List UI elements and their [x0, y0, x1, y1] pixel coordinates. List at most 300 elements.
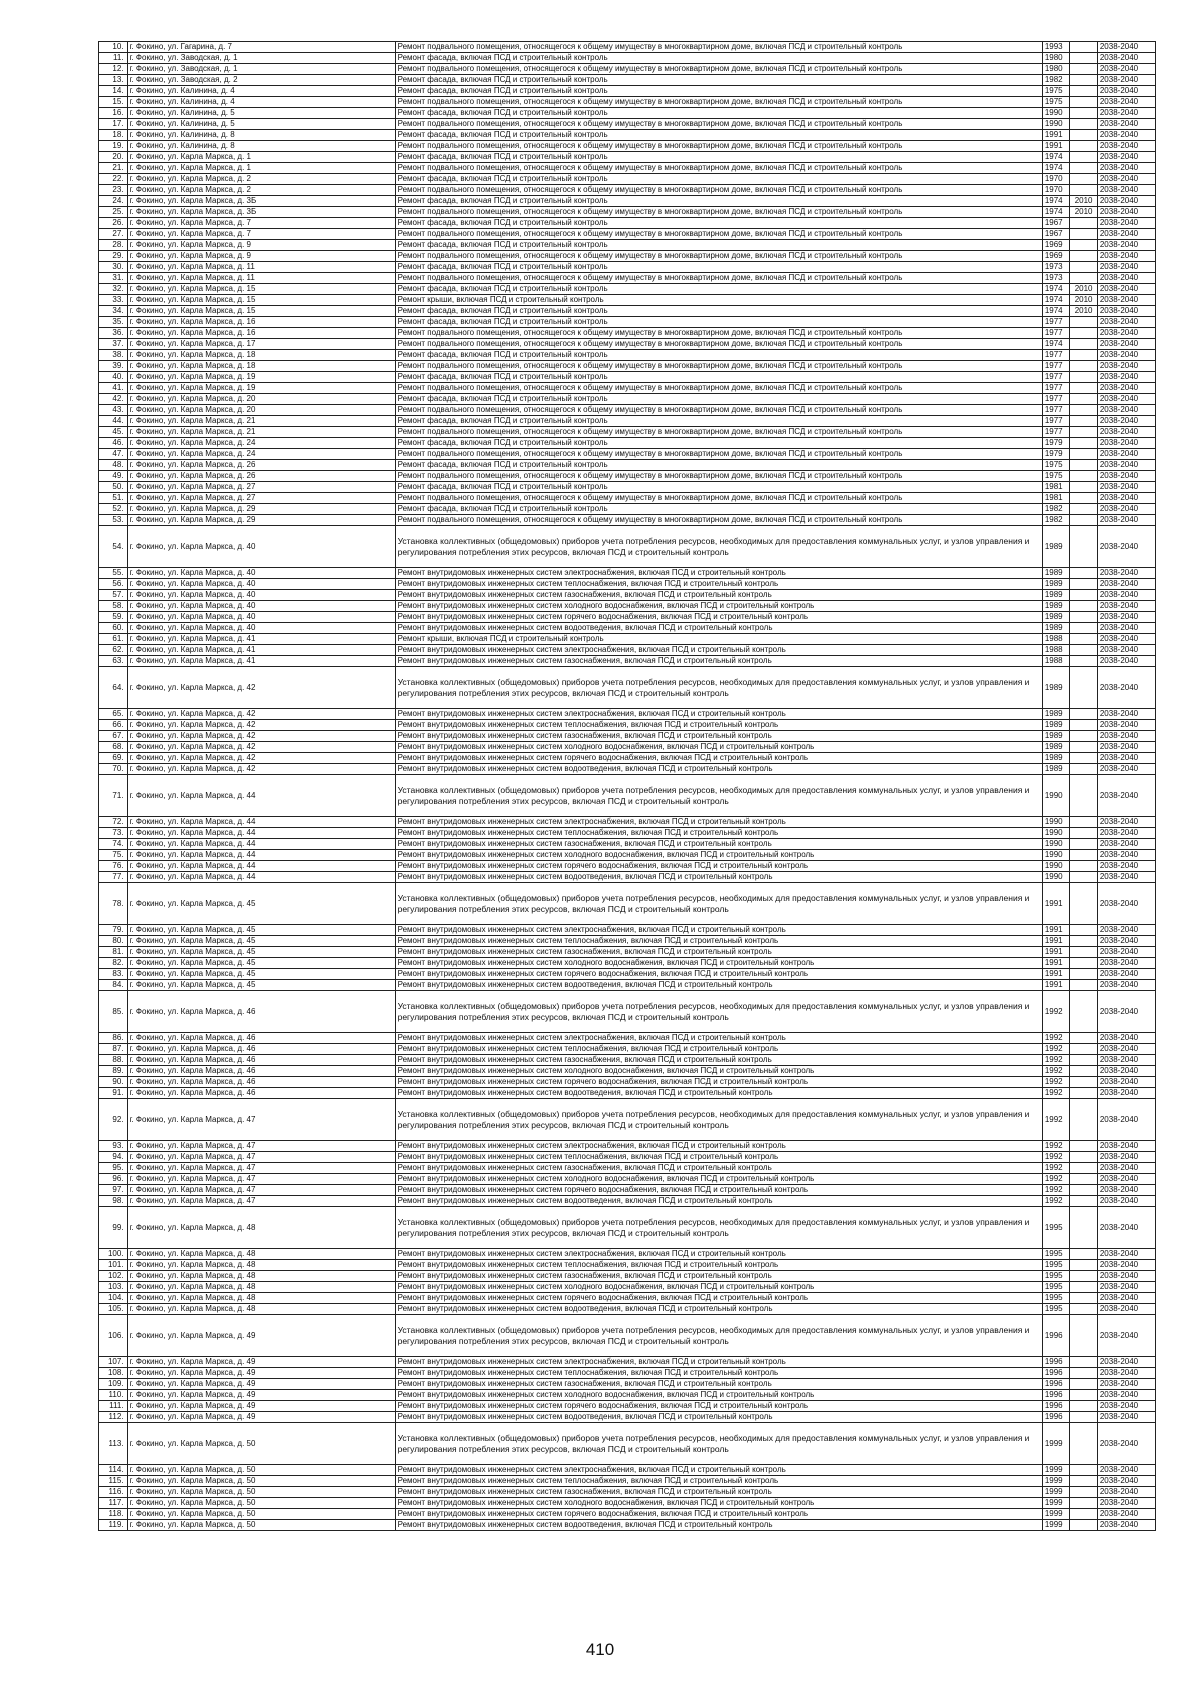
table-row	[99, 438, 1156, 449]
row-work-type: Ремонт фасада, включая ПСД и строительный контроль	[395, 460, 1042, 471]
row-build-year: 1989	[1042, 612, 1070, 623]
row-planned-period: 2038-2040	[1097, 141, 1155, 152]
row-last-repair-year	[1070, 731, 1098, 742]
table-row	[99, 1163, 1156, 1174]
table-row	[99, 262, 1156, 273]
row-build-year: 1975	[1042, 471, 1070, 482]
row-address: г. Фокино, ул. Карла Маркса, д. 29	[127, 504, 395, 515]
table-row	[99, 1412, 1156, 1423]
row-last-repair-year	[1070, 317, 1098, 328]
row-number: 57.	[99, 590, 128, 601]
row-address: г. Фокино, ул. Карла Маркса, д. 9	[127, 240, 395, 251]
row-address: г. Фокино, ул. Карла Маркса, д. 44	[127, 872, 395, 883]
row-planned-period: 2038-2040	[1097, 405, 1155, 416]
row-number: 38.	[99, 350, 128, 361]
row-work-type: Ремонт фасада, включая ПСД и строительный контроль	[395, 53, 1042, 64]
row-number: 115.	[99, 1476, 128, 1487]
row-build-year: 1981	[1042, 482, 1070, 493]
row-address: г. Фокино, ул. Карла Маркса, д. 48	[127, 1304, 395, 1315]
table-row	[99, 656, 1156, 667]
table-row	[99, 350, 1156, 361]
row-work-type: Ремонт внутридомовых инженерных систем горячего водоснабжения, включая ПСД и строительный контроль	[395, 1401, 1042, 1412]
row-number: 56.	[99, 579, 128, 590]
table-row	[99, 493, 1156, 504]
row-work-type: Ремонт внутридомовых инженерных систем электроснабжения, включая ПСД и строительный контроль	[395, 817, 1042, 828]
table-row	[99, 1077, 1156, 1088]
row-address: г. Фокино, ул. Карла Маркса, д. 24	[127, 438, 395, 449]
row-work-type: Ремонт внутридомовых инженерных систем холодного водоснабжения, включая ПСД и строительный контроль	[395, 601, 1042, 612]
row-last-repair-year	[1070, 817, 1098, 828]
row-planned-period: 2038-2040	[1097, 53, 1155, 64]
row-planned-period: 2038-2040	[1097, 1055, 1155, 1066]
row-planned-period: 2038-2040	[1097, 601, 1155, 612]
row-planned-period: 2038-2040	[1097, 1185, 1155, 1196]
row-planned-period: 2038-2040	[1097, 1033, 1155, 1044]
row-last-repair-year	[1070, 1099, 1098, 1141]
row-number: 117.	[99, 1498, 128, 1509]
row-work-type: Установка коллективных (общедомовых) приборов учета потребления ресурсов, необходимых для предоставления коммунальных услуг, и узлов управления и регулирования потребления этих ресурсов, включая ПСД и строительный контроль	[395, 526, 1042, 568]
row-work-type: Ремонт внутридомовых инженерных систем электроснабжения, включая ПСД и строительный контроль	[395, 709, 1042, 720]
row-last-repair-year	[1070, 742, 1098, 753]
row-planned-period: 2038-2040	[1097, 196, 1155, 207]
row-planned-period: 2038-2040	[1097, 284, 1155, 295]
row-build-year: 1977	[1042, 361, 1070, 372]
row-work-type: Ремонт фасада, включая ПСД и строительный контроль	[395, 108, 1042, 119]
row-build-year: 1992	[1042, 1066, 1070, 1077]
table-row	[99, 1271, 1156, 1282]
row-number: 24.	[99, 196, 128, 207]
row-build-year: 1974	[1042, 339, 1070, 350]
row-work-type: Ремонт внутридомовых инженерных систем теплоснабжения, включая ПСД и строительный контроль	[395, 720, 1042, 731]
row-planned-period: 2038-2040	[1097, 656, 1155, 667]
row-work-type: Ремонт внутридомовых инженерных систем горячего водоснабжения, включая ПСД и строительный контроль	[395, 1293, 1042, 1304]
row-address: г. Фокино, ул. Карла Маркса, д. 1	[127, 152, 395, 163]
row-last-repair-year	[1070, 1055, 1098, 1066]
table-row	[99, 828, 1156, 839]
row-build-year: 1974	[1042, 196, 1070, 207]
row-last-repair-year	[1070, 872, 1098, 883]
row-address: г. Фокино, ул. Заводская, д. 2	[127, 75, 395, 86]
row-address: г. Фокино, ул. Карла Маркса, д. 41	[127, 645, 395, 656]
row-last-repair-year	[1070, 504, 1098, 515]
row-address: г. Фокино, ул. Карла Маркса, д. 49	[127, 1412, 395, 1423]
row-number: 59.	[99, 612, 128, 623]
row-last-repair-year	[1070, 218, 1098, 229]
row-number: 29.	[99, 251, 128, 262]
row-last-repair-year	[1070, 1390, 1098, 1401]
table-row	[99, 1033, 1156, 1044]
row-last-repair-year	[1070, 709, 1098, 720]
row-work-type: Ремонт внутридомовых инженерных систем горячего водоснабжения, включая ПСД и строительный контроль	[395, 1185, 1042, 1196]
row-planned-period: 2038-2040	[1097, 1249, 1155, 1260]
row-address: г. Фокино, ул. Карла Маркса, д. 44	[127, 850, 395, 861]
row-number: 84.	[99, 980, 128, 991]
row-last-repair-year	[1070, 1088, 1098, 1099]
table-row	[99, 504, 1156, 515]
table-row	[99, 482, 1156, 493]
row-address: г. Фокино, ул. Карла Маркса, д. 45	[127, 925, 395, 936]
table-row	[99, 1152, 1156, 1163]
row-number: 96.	[99, 1174, 128, 1185]
row-work-type: Ремонт внутридомовых инженерных систем теплоснабжения, включая ПСД и строительный контроль	[395, 1152, 1042, 1163]
row-last-repair-year	[1070, 97, 1098, 108]
row-work-type: Ремонт фасада, включая ПСД и строительный контроль	[395, 196, 1042, 207]
row-work-type: Ремонт подвального помещения, относящегося к общему имуществу в многоквартирном доме, включая ПСД и строительный контроль	[395, 119, 1042, 130]
row-work-type: Ремонт подвального помещения, относящегося к общему имуществу в многоквартирном доме, включая ПСД и строительный контроль	[395, 449, 1042, 460]
row-number: 74.	[99, 839, 128, 850]
table-row	[99, 1293, 1156, 1304]
row-work-type: Ремонт подвального помещения, относящегося к общему имуществу в многоквартирном доме, включая ПСД и строительный контроль	[395, 361, 1042, 372]
row-work-type: Ремонт внутридомовых инженерных систем электроснабжения, включая ПСД и строительный контроль	[395, 1249, 1042, 1260]
row-address: г. Фокино, ул. Карла Маркса, д. 46	[127, 1077, 395, 1088]
row-work-type: Установка коллективных (общедомовых) приборов учета потребления ресурсов, необходимых для предоставления коммунальных услуг, и узлов управления и регулирования потребления этих ресурсов, включая ПСД и строительный контроль	[395, 1099, 1042, 1141]
row-work-type: Ремонт подвального помещения, относящегося к общему имуществу в многоквартирном доме, включая ПСД и строительный контроль	[395, 427, 1042, 438]
row-work-type: Ремонт внутридомовых инженерных систем холодного водоснабжения, включая ПСД и строительный контроль	[395, 958, 1042, 969]
row-build-year: 1990	[1042, 850, 1070, 861]
row-planned-period: 2038-2040	[1097, 1174, 1155, 1185]
row-planned-period: 2038-2040	[1097, 1207, 1155, 1249]
row-build-year: 1973	[1042, 262, 1070, 273]
row-last-repair-year	[1070, 1509, 1098, 1520]
row-number: 83.	[99, 969, 128, 980]
table-row	[99, 306, 1156, 317]
row-number: 101.	[99, 1260, 128, 1271]
table-row	[99, 775, 1156, 817]
table-row	[99, 152, 1156, 163]
row-number: 119.	[99, 1520, 128, 1531]
row-number: 55.	[99, 568, 128, 579]
row-address: г. Фокино, ул. Карла Маркса, д. 48	[127, 1207, 395, 1249]
row-address: г. Фокино, ул. Карла Маркса, д. 49	[127, 1315, 395, 1357]
row-number: 99.	[99, 1207, 128, 1249]
row-work-type: Ремонт внутридомовых инженерных систем горячего водоснабжения, включая ПСД и строительный контроль	[395, 753, 1042, 764]
table-row	[99, 240, 1156, 251]
row-number: 52.	[99, 504, 128, 515]
row-build-year: 1990	[1042, 775, 1070, 817]
row-build-year: 1974	[1042, 163, 1070, 174]
row-work-type: Ремонт внутридомовых инженерных систем электроснабжения, включая ПСД и строительный контроль	[395, 925, 1042, 936]
table-row	[99, 229, 1156, 240]
row-work-type: Ремонт внутридомовых инженерных систем холодного водоснабжения, включая ПСД и строительный контроль	[395, 1282, 1042, 1293]
row-work-type: Ремонт фасада, включая ПСД и строительный контроль	[395, 438, 1042, 449]
row-address: г. Фокино, ул. Карла Маркса, д. 47	[127, 1099, 395, 1141]
row-build-year: 1977	[1042, 427, 1070, 438]
row-address: г. Фокино, ул. Карла Маркса, д. 42	[127, 709, 395, 720]
row-planned-period: 2038-2040	[1097, 328, 1155, 339]
row-address: г. Фокино, ул. Карла Маркса, д. 21	[127, 427, 395, 438]
row-last-repair-year	[1070, 936, 1098, 947]
row-number: 75.	[99, 850, 128, 861]
row-build-year: 1977	[1042, 394, 1070, 405]
row-last-repair-year	[1070, 883, 1098, 925]
row-address: г. Фокино, ул. Карла Маркса, д. 40	[127, 568, 395, 579]
row-planned-period: 2038-2040	[1097, 623, 1155, 634]
row-number: 66.	[99, 720, 128, 731]
table-row	[99, 667, 1156, 709]
row-planned-period: 2038-2040	[1097, 828, 1155, 839]
row-work-type: Установка коллективных (общедомовых) приборов учета потребления ресурсов, необходимых для предоставления коммунальных услуг, и узлов управления и регулирования потребления этих ресурсов, включая ПСД и строительный контроль	[395, 1207, 1042, 1249]
row-number: 114.	[99, 1465, 128, 1476]
table-row	[99, 75, 1156, 86]
row-planned-period: 2038-2040	[1097, 449, 1155, 460]
row-planned-period: 2038-2040	[1097, 251, 1155, 262]
row-build-year: 1991	[1042, 130, 1070, 141]
table-row	[99, 185, 1156, 196]
row-build-year: 1977	[1042, 405, 1070, 416]
table-row	[99, 372, 1156, 383]
row-planned-period: 2038-2040	[1097, 1357, 1155, 1368]
row-planned-period: 2038-2040	[1097, 947, 1155, 958]
table-row	[99, 753, 1156, 764]
row-address: г. Фокино, ул. Карла Маркса, д. 40	[127, 526, 395, 568]
row-address: г. Фокино, ул. Карла Маркса, д. 46	[127, 991, 395, 1033]
row-work-type: Ремонт внутридомовых инженерных систем теплоснабжения, включая ПСД и строительный контроль	[395, 1044, 1042, 1055]
row-last-repair-year	[1070, 667, 1098, 709]
row-work-type: Ремонт подвального помещения, относящегося к общему имуществу в многоквартирном доме, включая ПСД и строительный контроль	[395, 515, 1042, 526]
row-work-type: Ремонт внутридомовых инженерных систем электроснабжения, включая ПСД и строительный контроль	[395, 568, 1042, 579]
row-number: 35.	[99, 317, 128, 328]
row-work-type: Ремонт подвального помещения, относящегося к общему имуществу в многоквартирном доме, включая ПСД и строительный контроль	[395, 64, 1042, 75]
row-number: 72.	[99, 817, 128, 828]
row-last-repair-year	[1070, 1033, 1098, 1044]
row-planned-period: 2038-2040	[1097, 1099, 1155, 1141]
row-last-repair-year	[1070, 240, 1098, 251]
row-last-repair-year	[1070, 601, 1098, 612]
row-work-type: Ремонт фасада, включая ПСД и строительный контроль	[395, 75, 1042, 86]
row-work-type: Установка коллективных (общедомовых) приборов учета потребления ресурсов, необходимых для предоставления коммунальных услуг, и узлов управления и регулирования потребления этих ресурсов, включая ПСД и строительный контроль	[395, 667, 1042, 709]
row-work-type: Ремонт внутридомовых инженерных систем газоснабжения, включая ПСД и строительный контроль	[395, 1163, 1042, 1174]
table-row	[99, 1066, 1156, 1077]
row-last-repair-year	[1070, 515, 1098, 526]
row-address: г. Фокино, ул. Калинина, д. 8	[127, 130, 395, 141]
row-last-repair-year	[1070, 163, 1098, 174]
row-planned-period: 2038-2040	[1097, 97, 1155, 108]
row-planned-period: 2038-2040	[1097, 1498, 1155, 1509]
row-build-year: 1977	[1042, 317, 1070, 328]
row-number: 13.	[99, 75, 128, 86]
row-number: 39.	[99, 361, 128, 372]
row-number: 31.	[99, 273, 128, 284]
row-build-year: 1977	[1042, 350, 1070, 361]
table-row	[99, 1379, 1156, 1390]
row-planned-period: 2038-2040	[1097, 731, 1155, 742]
row-planned-period: 2038-2040	[1097, 817, 1155, 828]
row-last-repair-year	[1070, 828, 1098, 839]
row-address: г. Фокино, ул. Карла Маркса, д. 50	[127, 1476, 395, 1487]
row-address: г. Фокино, ул. Карла Маркса, д. 3Б	[127, 196, 395, 207]
table-row	[99, 394, 1156, 405]
row-last-repair-year	[1070, 775, 1098, 817]
row-last-repair-year	[1070, 1185, 1098, 1196]
row-address: г. Фокино, ул. Карла Маркса, д. 45	[127, 958, 395, 969]
row-build-year: 1996	[1042, 1357, 1070, 1368]
row-last-repair-year	[1070, 861, 1098, 872]
row-number: 26.	[99, 218, 128, 229]
row-build-year: 1989	[1042, 590, 1070, 601]
row-work-type: Ремонт подвального помещения, относящегося к общему имуществу в многоквартирном доме, включая ПСД и строительный контроль	[395, 328, 1042, 339]
row-address: г. Фокино, ул. Карла Маркса, д. 46	[127, 1033, 395, 1044]
row-build-year: 1992	[1042, 1185, 1070, 1196]
row-last-repair-year	[1070, 262, 1098, 273]
table-row	[99, 980, 1156, 991]
row-build-year: 1988	[1042, 634, 1070, 645]
row-last-repair-year	[1070, 1476, 1098, 1487]
table-row	[99, 742, 1156, 753]
row-build-year: 1989	[1042, 526, 1070, 568]
row-last-repair-year	[1070, 471, 1098, 482]
row-number: 90.	[99, 1077, 128, 1088]
row-number: 116.	[99, 1487, 128, 1498]
row-build-year: 1991	[1042, 141, 1070, 152]
row-address: г. Фокино, ул. Карла Маркса, д. 3Б	[127, 207, 395, 218]
row-planned-period: 2038-2040	[1097, 262, 1155, 273]
row-number: 60.	[99, 623, 128, 634]
row-work-type: Ремонт фасада, включая ПСД и строительный контроль	[395, 306, 1042, 317]
row-last-repair-year	[1070, 1196, 1098, 1207]
row-last-repair-year	[1070, 764, 1098, 775]
row-planned-period: 2038-2040	[1097, 1401, 1155, 1412]
row-last-repair-year	[1070, 1423, 1098, 1465]
table-row	[99, 1044, 1156, 1055]
table-row	[99, 601, 1156, 612]
row-number: 34.	[99, 306, 128, 317]
row-address: г. Фокино, ул. Карла Маркса, д. 50	[127, 1465, 395, 1476]
row-work-type: Ремонт внутридомовых инженерных систем теплоснабжения, включая ПСД и строительный контроль	[395, 1260, 1042, 1271]
row-planned-period: 2038-2040	[1097, 991, 1155, 1033]
row-address: г. Фокино, ул. Карла Маркса, д. 44	[127, 775, 395, 817]
row-last-repair-year	[1070, 1401, 1098, 1412]
row-address: г. Фокино, ул. Карла Маркса, д. 46	[127, 1066, 395, 1077]
table-row	[99, 1390, 1156, 1401]
row-number: 108.	[99, 1368, 128, 1379]
row-address: г. Фокино, ул. Карла Маркса, д. 40	[127, 612, 395, 623]
row-build-year: 1990	[1042, 872, 1070, 883]
table-row	[99, 991, 1156, 1033]
row-last-repair-year	[1070, 350, 1098, 361]
row-planned-period: 2038-2040	[1097, 240, 1155, 251]
row-build-year: 1988	[1042, 645, 1070, 656]
row-last-repair-year	[1070, 991, 1098, 1033]
row-planned-period: 2038-2040	[1097, 579, 1155, 590]
row-planned-period: 2038-2040	[1097, 218, 1155, 229]
repair-schedule-table	[98, 41, 1156, 1531]
row-planned-period: 2038-2040	[1097, 75, 1155, 86]
row-last-repair-year	[1070, 1271, 1098, 1282]
row-planned-period: 2038-2040	[1097, 306, 1155, 317]
row-work-type: Ремонт подвального помещения, относящегося к общему имуществу в многоквартирном доме, включая ПСД и строительный контроль	[395, 383, 1042, 394]
table-row	[99, 405, 1156, 416]
row-last-repair-year	[1070, 1163, 1098, 1174]
row-number: 36.	[99, 328, 128, 339]
row-last-repair-year	[1070, 645, 1098, 656]
table-row	[99, 861, 1156, 872]
row-work-type: Ремонт подвального помещения, относящегося к общему имуществу в многоквартирном доме, включая ПСД и строительный контроль	[395, 405, 1042, 416]
row-build-year: 1990	[1042, 839, 1070, 850]
row-planned-period: 2038-2040	[1097, 1293, 1155, 1304]
row-last-repair-year	[1070, 1357, 1098, 1368]
row-work-type: Ремонт внутридомовых инженерных систем водоотведения, включая ПСД и строительный контроль	[395, 1520, 1042, 1531]
row-work-type: Ремонт подвального помещения, относящегося к общему имуществу в многоквартирном доме, включая ПСД и строительный контроль	[395, 207, 1042, 218]
row-work-type: Ремонт подвального помещения, относящегося к общему имуществу в многоквартирном доме, включая ПСД и строительный контроль	[395, 185, 1042, 196]
row-work-type: Ремонт внутридомовых инженерных систем газоснабжения, включая ПСД и строительный контроль	[395, 1271, 1042, 1282]
table-row	[99, 1260, 1156, 1271]
row-number: 22.	[99, 174, 128, 185]
row-number: 103.	[99, 1282, 128, 1293]
row-work-type: Ремонт внутридомовых инженерных систем горячего водоснабжения, включая ПСД и строительный контроль	[395, 1509, 1042, 1520]
row-last-repair-year	[1070, 1066, 1098, 1077]
row-last-repair-year	[1070, 1379, 1098, 1390]
row-number: 16.	[99, 108, 128, 119]
row-work-type: Ремонт внутридомовых инженерных систем водоотведения, включая ПСД и строительный контроль	[395, 1304, 1042, 1315]
row-number: 77.	[99, 872, 128, 883]
row-number: 110.	[99, 1390, 128, 1401]
row-planned-period: 2038-2040	[1097, 515, 1155, 526]
row-address: г. Фокино, ул. Карла Маркса, д. 48	[127, 1249, 395, 1260]
row-number: 82.	[99, 958, 128, 969]
table-row	[99, 119, 1156, 130]
row-work-type: Ремонт внутридомовых инженерных систем горячего водоснабжения, включая ПСД и строительный контроль	[395, 861, 1042, 872]
row-build-year: 1975	[1042, 97, 1070, 108]
row-work-type: Ремонт подвального помещения, относящегося к общему имуществу в многоквартирном доме, включая ПСД и строительный контроль	[395, 339, 1042, 350]
row-last-repair-year	[1070, 925, 1098, 936]
row-planned-period: 2038-2040	[1097, 1476, 1155, 1487]
row-planned-period: 2038-2040	[1097, 1412, 1155, 1423]
row-planned-period: 2038-2040	[1097, 764, 1155, 775]
row-build-year: 1974	[1042, 152, 1070, 163]
row-planned-period: 2038-2040	[1097, 504, 1155, 515]
row-planned-period: 2038-2040	[1097, 273, 1155, 284]
row-work-type: Ремонт крыши, включая ПСД и строительный контроль	[395, 634, 1042, 645]
row-work-type: Ремонт внутридомовых инженерных систем газоснабжения, включая ПСД и строительный контроль	[395, 590, 1042, 601]
row-address: г. Фокино, ул. Карла Маркса, д. 47	[127, 1152, 395, 1163]
row-build-year: 1991	[1042, 883, 1070, 925]
row-address: г. Фокино, ул. Карла Маркса, д. 44	[127, 839, 395, 850]
row-build-year: 1995	[1042, 1282, 1070, 1293]
row-planned-period: 2038-2040	[1097, 174, 1155, 185]
row-planned-period: 2038-2040	[1097, 1520, 1155, 1531]
row-last-repair-year	[1070, 42, 1098, 53]
row-number: 76.	[99, 861, 128, 872]
table-row	[99, 969, 1156, 980]
row-work-type: Ремонт внутридомовых инженерных систем водоотведения, включая ПСД и строительный контроль	[395, 872, 1042, 883]
row-number: 92.	[99, 1099, 128, 1141]
row-work-type: Ремонт внутридомовых инженерных систем газоснабжения, включая ПСД и строительный контроль	[395, 656, 1042, 667]
row-last-repair-year	[1070, 1260, 1098, 1271]
row-build-year: 1992	[1042, 1055, 1070, 1066]
row-work-type: Ремонт фасада, включая ПСД и строительный контроль	[395, 482, 1042, 493]
table-row	[99, 1487, 1156, 1498]
row-last-repair-year	[1070, 1174, 1098, 1185]
row-work-type: Ремонт внутридомовых инженерных систем газоснабжения, включая ПСД и строительный контроль	[395, 1487, 1042, 1498]
row-planned-period: 2038-2040	[1097, 1379, 1155, 1390]
row-address: г. Фокино, ул. Карла Маркса, д. 50	[127, 1423, 395, 1465]
row-planned-period: 2038-2040	[1097, 720, 1155, 731]
row-planned-period: 2038-2040	[1097, 1282, 1155, 1293]
row-build-year: 1977	[1042, 416, 1070, 427]
row-build-year: 1980	[1042, 53, 1070, 64]
row-planned-period: 2038-2040	[1097, 667, 1155, 709]
row-last-repair-year: 2010	[1070, 306, 1098, 317]
row-planned-period: 2038-2040	[1097, 350, 1155, 361]
table-row	[99, 86, 1156, 97]
row-planned-period: 2038-2040	[1097, 958, 1155, 969]
row-build-year: 1999	[1042, 1423, 1070, 1465]
table-row	[99, 130, 1156, 141]
row-last-repair-year: 2010	[1070, 207, 1098, 218]
row-address: г. Фокино, ул. Карла Маркса, д. 15	[127, 306, 395, 317]
row-address: г. Фокино, ул. Калинина, д. 8	[127, 141, 395, 152]
row-build-year: 1992	[1042, 1141, 1070, 1152]
